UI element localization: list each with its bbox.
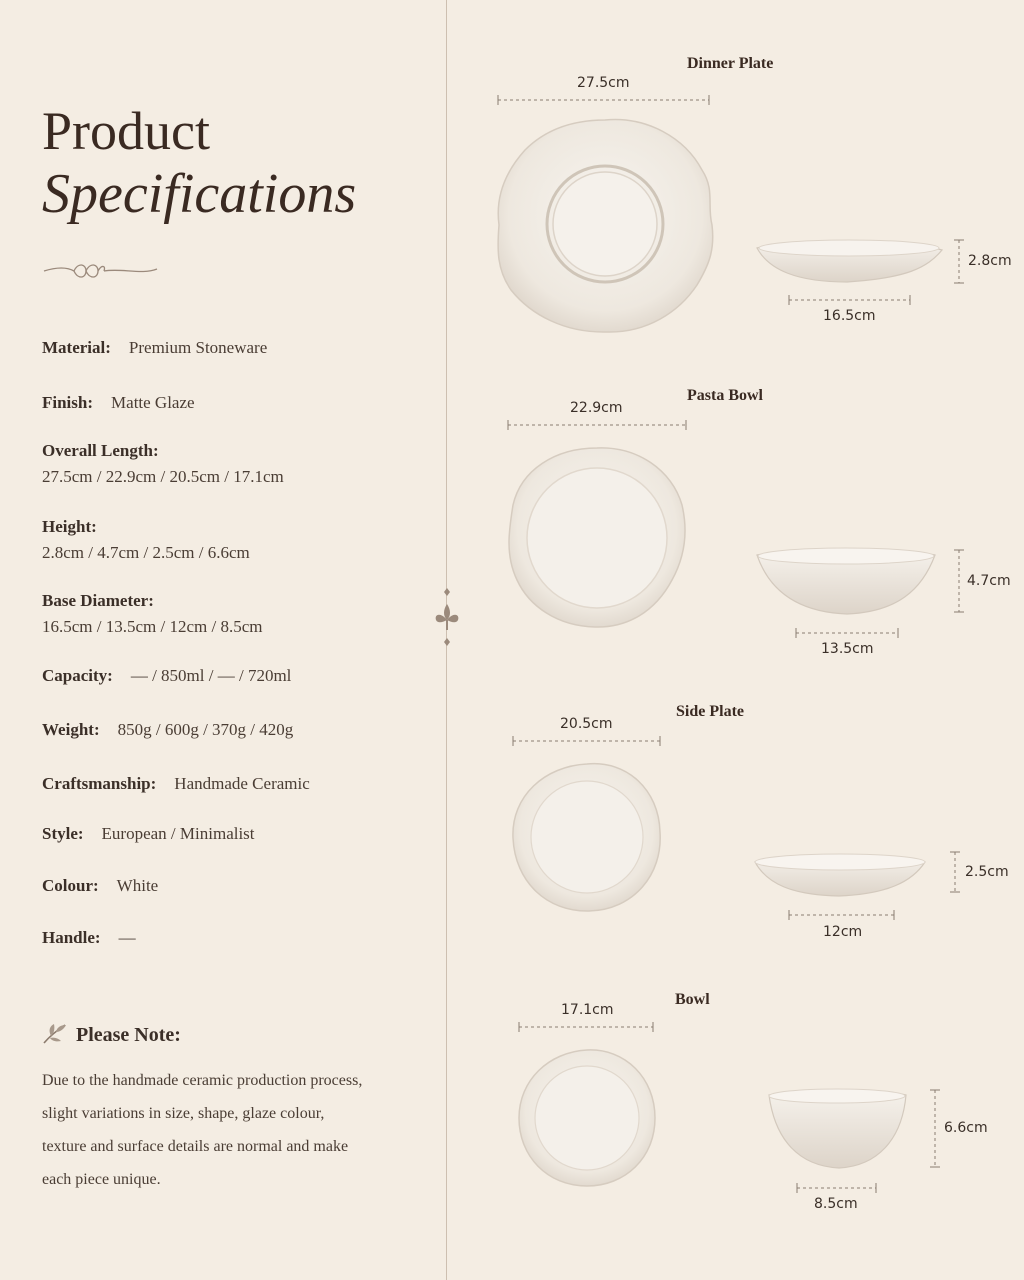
side-plate-height: 2.5cm [965, 864, 1009, 880]
spec-craftsmanship [42, 774, 310, 794]
product-diagrams [447, 0, 1024, 1280]
spec-value: 27.5cm / 22.9cm / 20.5cm / 17.1cm [42, 467, 284, 486]
note-title: Please Note: [76, 1024, 181, 1046]
side-plate-side-view [755, 854, 925, 896]
spec-colour [42, 876, 158, 896]
side-plate-height-marker [950, 852, 960, 892]
spec-label: Handle: [42, 928, 101, 947]
product-illustrations [447, 0, 1024, 1280]
side-plate-top-view [513, 764, 660, 911]
spec-capacity [42, 666, 291, 686]
spec-height [42, 517, 250, 563]
spec-label: Finish: [42, 393, 94, 412]
dinner-plate-base: 16.5cm [823, 308, 876, 324]
spec-label: Height: [42, 517, 97, 536]
leaf-icon [42, 1022, 68, 1044]
bowl-height: 6.6cm [944, 1120, 988, 1136]
spec-label: Base Diameter: [42, 591, 154, 610]
bowl-base: 8.5cm [814, 1196, 858, 1212]
side-plate-base: 12cm [823, 924, 863, 940]
spec-label: Craftsmanship: [42, 774, 157, 793]
spec-style [42, 824, 255, 844]
note-text: Due to the handmade ceramic production process, slight variations in size, shape, glaze colour, texture and surface details are normal and make each piece unique. [42, 1072, 363, 1188]
pasta-bowl-height: 4.7cm [967, 573, 1011, 589]
side-plate-length: 20.5cm [560, 716, 613, 732]
dinner-plate-height: 2.8cm [968, 253, 1012, 269]
pasta-bowl-base-marker [796, 628, 898, 638]
spec-handle [42, 928, 136, 948]
pasta-bowl-length-marker [508, 420, 686, 430]
dinner-plate-base-marker [789, 295, 910, 305]
spec-value: 850g / 600g / 370g / 420g [117, 720, 294, 739]
dinner-plate-title: Dinner Plate [687, 55, 774, 72]
bowl-height-marker [930, 1090, 940, 1167]
bowl-side-view [769, 1089, 906, 1168]
pasta-bowl-length: 22.9cm [570, 400, 623, 416]
dinner-plate-top-view [498, 120, 713, 333]
spec-label: Style: [42, 824, 84, 843]
spec-overall-length [42, 441, 284, 487]
dinner-plate-side-view [757, 240, 942, 282]
bowl-top-view [519, 1050, 655, 1186]
side-plate-title: Side Plate [676, 703, 744, 720]
spec-finish [42, 393, 195, 413]
spec-label: Material: [42, 338, 111, 357]
pasta-bowl-title: Pasta Bowl [687, 387, 763, 404]
spec-value: White [116, 876, 159, 895]
side-plate-length-marker [513, 736, 660, 746]
dinner-plate-length: 27.5cm [577, 75, 630, 91]
spec-value: — [118, 928, 136, 947]
side-plate-base-marker [789, 910, 894, 920]
spec-label: Weight: [42, 720, 100, 739]
spec-value: Matte Glaze [111, 393, 195, 412]
spec-weight [42, 720, 293, 740]
dinner-plate-length-marker [498, 95, 709, 105]
note-heading [42, 1022, 181, 1047]
spec-label: Capacity: [42, 666, 113, 685]
spec-label: Colour: [42, 876, 99, 895]
pasta-bowl-height-marker [954, 550, 964, 612]
spec-value: — / 850ml / — / 720ml [130, 666, 292, 685]
spec-value: Handmade Ceramic [174, 774, 310, 793]
spec-label: Overall Length: [42, 441, 159, 460]
dinner-plate-height-marker [954, 240, 964, 283]
pasta-bowl-side-view [757, 548, 935, 614]
bowl-length: 17.1cm [561, 1002, 614, 1018]
bowl-length-marker [519, 1022, 653, 1032]
bowl-title: Bowl [675, 991, 710, 1008]
pasta-bowl-top-view [509, 448, 685, 627]
flourish-ornament [42, 258, 162, 284]
pasta-bowl-base: 13.5cm [821, 641, 874, 657]
spec-material [42, 338, 267, 358]
spec-value: 2.8cm / 4.7cm / 2.5cm / 6.6cm [42, 543, 250, 562]
bowl-base-marker [797, 1183, 876, 1193]
title-line-2: Specifications [42, 163, 357, 225]
spec-value: European / Minimalist [101, 824, 255, 843]
spec-value: Premium Stoneware [128, 338, 268, 357]
specifications-panel [0, 0, 446, 1280]
title-line-1: Product [42, 101, 210, 161]
spec-value: 16.5cm / 13.5cm / 12cm / 8.5cm [42, 617, 263, 636]
spec-base-diameter [42, 591, 263, 637]
